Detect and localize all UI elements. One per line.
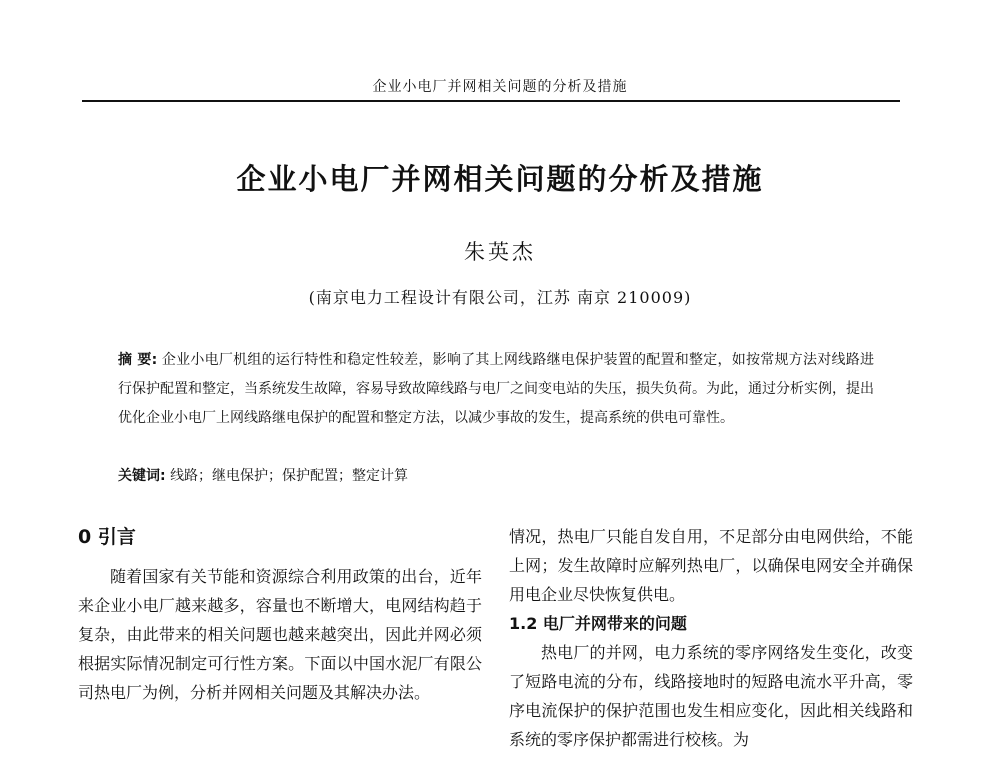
keywords-text: 线路；继电保护；保护配置；整定计算 xyxy=(170,468,409,484)
subsection-paragraph: 热电厂的并网，电力系统的零序网络发生变化，改变了短路电流的分布，线路接地时的短路电流水平升高，零序电流保护的保护范围也发生相应变化，因此相关线路和系统的零序保护都需进行校核。为 xyxy=(509,643,913,749)
intro-paragraph: 随着国家有关节能和资源综合利用政策的出台，近年来企业小电厂越来越多，容量也不断增大，电网结构趋于复杂，由此带来的相关问题也越来越突出，因此并网必须根据实际情况制定可行性方案。下面以中国水泥厂有限公司热电厂为例，分析并网相关问题及其解决办法。 xyxy=(78,567,482,702)
author-name: 朱英杰 xyxy=(464,240,536,264)
keywords-label: 关键词: xyxy=(118,468,166,484)
right-column xyxy=(509,522,913,754)
author-affiliation: (南京电力工程设计有限公司，江苏 南京 210009) xyxy=(308,288,692,307)
section-heading-intro: 0 引言 xyxy=(78,526,136,548)
article-title: 企业小电厂并网相关问题的分析及措施 xyxy=(236,162,764,196)
left-column xyxy=(78,522,482,707)
subsection-heading: 1.2 电厂并网带来的问题 xyxy=(509,614,687,633)
running-header: 企业小电厂并网相关问题的分析及措施 xyxy=(372,79,628,95)
abstract-label: 摘 要: xyxy=(118,352,158,368)
keywords xyxy=(118,465,874,485)
abstract-text: 企业小电厂机组的运行特性和稳定性较差，影响了其上网线路继电保护装置的配置和整定，如按常规方法对线路进行保护配置和整定，当系统发生故障，容易导致故障线路与电厂之间变电站的失压，损失负荷。为此，通过分析实例，提出优化企业小电厂上网线路继电保护的配置和整定方法，以减少事故的发生，提高系统的供电可靠性。 xyxy=(118,352,874,426)
abstract xyxy=(118,346,874,433)
header-rule xyxy=(82,100,900,102)
continued-paragraph: 情况，热电厂只能自发自用，不足部分由电网供给，不能上网；发生故障时应解列热电厂，以确保电网安全并确保用电企业尽快恢复供电。 xyxy=(509,527,913,604)
